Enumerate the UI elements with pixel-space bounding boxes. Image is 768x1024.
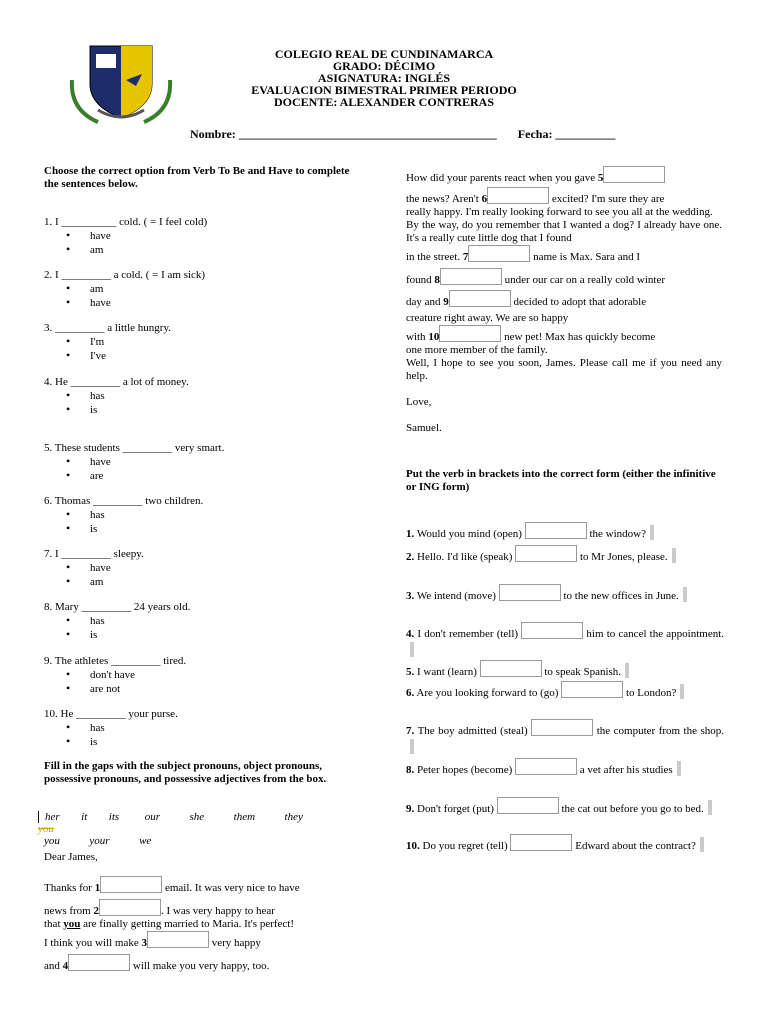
option-item[interactable]: • is bbox=[66, 404, 364, 418]
item-number: 7. bbox=[406, 725, 415, 737]
verb-item-6 bbox=[406, 681, 724, 701]
item-text-after: to London? bbox=[625, 687, 677, 699]
option-list bbox=[66, 230, 364, 257]
letter-text: with bbox=[406, 331, 426, 343]
letter-text: How did your parents react when you gave bbox=[406, 172, 596, 184]
letter-text: name is Max. Sara and I bbox=[533, 251, 640, 263]
question-7 bbox=[44, 548, 364, 589]
verb-answer-input[interactable] bbox=[561, 681, 623, 698]
scrollbar-marker bbox=[700, 837, 704, 852]
item-text-after: him to cancel the appointment. bbox=[586, 628, 725, 640]
verb-item-9 bbox=[406, 797, 724, 817]
word-it: it bbox=[81, 811, 88, 823]
letter-closing: Love, bbox=[406, 396, 432, 408]
verb-answer-input[interactable] bbox=[521, 622, 583, 639]
option-list bbox=[66, 615, 364, 642]
verb-answer-input[interactable] bbox=[499, 584, 561, 601]
blank-number: 4 bbox=[62, 960, 69, 972]
blank-number: 7 bbox=[462, 251, 469, 263]
word-them: them bbox=[233, 811, 256, 823]
letter-text: under our car on a really cold winter bbox=[504, 274, 666, 286]
letter-text: I think you will make bbox=[44, 937, 139, 949]
item-text: Peter hopes (become) bbox=[417, 764, 513, 776]
word-its: its bbox=[108, 811, 120, 823]
scrollbar-marker bbox=[625, 663, 629, 678]
letter-text: very happy bbox=[211, 937, 261, 949]
question-text: 6. Thomas _________ two children. bbox=[44, 495, 204, 507]
gap-5-input[interactable] bbox=[603, 166, 665, 183]
blank-number: 9 bbox=[443, 296, 449, 308]
date-field[interactable]: Fecha: __________ bbox=[517, 127, 616, 141]
scrollbar-marker bbox=[410, 739, 414, 754]
item-number: 2. bbox=[406, 551, 415, 563]
gap-6-input[interactable] bbox=[487, 187, 549, 204]
option-item[interactable]: • have bbox=[66, 562, 364, 576]
letter-text: found bbox=[406, 274, 432, 286]
item-text-after: Edward about the contract? bbox=[575, 840, 696, 852]
letter-text: Thanks for bbox=[44, 882, 92, 894]
item-text: Don't forget (put) bbox=[417, 803, 494, 815]
option-item[interactable]: • has bbox=[66, 509, 364, 523]
section3-instructions: Put the verb in brackets into the correct form (either the infinitive or ING form) bbox=[406, 468, 716, 493]
option-list bbox=[66, 283, 364, 310]
scrollbar-marker bbox=[672, 548, 676, 563]
verb-item-2 bbox=[406, 545, 724, 565]
question-10 bbox=[44, 708, 364, 749]
option-item[interactable]: • has bbox=[66, 390, 364, 404]
letter-text: that bbox=[44, 918, 61, 930]
question-text: 1. I __________ cold. ( = I feel cold) bbox=[44, 216, 208, 228]
item-text-after: the cat out before you go to bed. bbox=[561, 803, 704, 815]
blank-number: 8 bbox=[434, 274, 440, 286]
letter-text: Well, I hope to see you soon, James. Please call me if you need any help. bbox=[406, 357, 722, 382]
option-item[interactable]: • am bbox=[66, 283, 364, 297]
verb-answer-input[interactable] bbox=[525, 522, 587, 539]
question-6 bbox=[44, 495, 364, 536]
blank-number: 2 bbox=[93, 905, 99, 917]
scrollbar-marker bbox=[680, 684, 684, 699]
verb-answer-input[interactable] bbox=[531, 719, 593, 736]
verb-item-4 bbox=[406, 622, 724, 659]
section1-instructions: Choose the correct option from Verb To Be and Have to complete the sentences below. bbox=[44, 165, 350, 190]
letter-text: one more member of the family. bbox=[406, 344, 548, 356]
scrollbar-marker bbox=[677, 761, 681, 776]
option-item[interactable]: • is bbox=[66, 629, 364, 643]
option-item[interactable]: • has bbox=[66, 722, 364, 736]
verb-item-7 bbox=[406, 719, 724, 756]
letter-body-right bbox=[406, 166, 722, 435]
option-item[interactable]: • have bbox=[66, 230, 364, 244]
option-item[interactable]: • is bbox=[66, 736, 364, 750]
item-text-after: the window? bbox=[589, 528, 646, 540]
scrollbar-marker bbox=[410, 642, 414, 657]
item-text-after: to the new offices in June. bbox=[563, 590, 679, 602]
document-header bbox=[0, 48, 768, 108]
verb-item-8 bbox=[406, 758, 724, 778]
letter-text: creature right away. We are so happy bbox=[406, 312, 569, 324]
underlined-you: you bbox=[63, 918, 81, 930]
item-text-after: to speak Spanish. bbox=[544, 666, 622, 678]
verb-answer-input[interactable] bbox=[497, 797, 559, 814]
verb-answer-input[interactable] bbox=[510, 834, 572, 851]
question-text: 4. He _________ a lot of money. bbox=[44, 376, 189, 388]
letter-text: in the street. bbox=[406, 251, 461, 263]
blank-number: 5 bbox=[597, 172, 604, 184]
verb-answer-input[interactable] bbox=[480, 660, 542, 677]
option-item[interactable]: • is bbox=[66, 523, 364, 537]
school-name: COLEGIO REAL DE CUNDINAMARCA bbox=[274, 47, 494, 61]
item-text: I don't remember (tell) bbox=[417, 628, 519, 640]
teacher-line: DOCENTE: ALEXANDER CONTRERAS bbox=[273, 95, 495, 109]
item-number: 6. bbox=[406, 687, 415, 699]
gap-1-input[interactable] bbox=[100, 876, 162, 893]
word-you: you bbox=[44, 835, 60, 847]
name-date-line bbox=[190, 127, 615, 142]
verb-item-1 bbox=[406, 522, 724, 542]
gap-4-input[interactable] bbox=[68, 954, 130, 971]
option-list bbox=[66, 669, 364, 696]
question-5 bbox=[44, 442, 364, 483]
item-text: Are you looking forward to (go) bbox=[416, 687, 559, 699]
option-item[interactable]: • are not bbox=[66, 683, 364, 697]
question-2 bbox=[44, 269, 364, 310]
item-text-after: a vet after his studies bbox=[579, 764, 673, 776]
item-text: Hello. I'd like (speak) bbox=[417, 551, 513, 563]
item-number: 10. bbox=[406, 840, 420, 852]
word-she: she bbox=[189, 811, 205, 823]
question-9 bbox=[44, 655, 364, 696]
letter-text: decided to adopt that adorable bbox=[513, 296, 647, 308]
item-text: I want (learn) bbox=[417, 666, 477, 678]
option-item[interactable]: • am bbox=[66, 244, 364, 258]
item-number: 5. bbox=[406, 666, 415, 678]
question-8 bbox=[44, 601, 364, 642]
option-item[interactable]: • am bbox=[66, 576, 364, 590]
item-number: 4. bbox=[406, 628, 415, 640]
verb-item-10 bbox=[406, 834, 724, 854]
word-her: her bbox=[45, 811, 60, 823]
blank-number: 1 bbox=[94, 882, 101, 894]
letter-text: the news? Aren't bbox=[406, 193, 479, 205]
option-item[interactable]: • has bbox=[66, 615, 364, 629]
item-text: The boy admitted (steal) bbox=[417, 725, 528, 737]
gap-3-input[interactable] bbox=[147, 931, 209, 948]
question-text: 3. _________ a little hungry. bbox=[44, 322, 171, 334]
letter-text: By the way, do you remember that I wanted a dog? I already have one. It's a really cute little dog that I found bbox=[406, 219, 722, 244]
verb-item-3 bbox=[406, 584, 724, 604]
option-list bbox=[66, 336, 364, 363]
question-4 bbox=[44, 376, 364, 417]
word-your: your bbox=[89, 835, 110, 847]
option-item[interactable]: • have bbox=[66, 297, 364, 311]
word-our: our bbox=[144, 811, 160, 823]
letter-text: . I was very happy to hear bbox=[161, 905, 275, 917]
question-text: 10. He _________ your purse. bbox=[44, 708, 178, 720]
blank-number: 10 bbox=[428, 331, 440, 343]
verb-answer-input[interactable] bbox=[515, 545, 577, 562]
section2-instructions: Fill in the gaps with the subject pronouns, object pronouns, possessive pronouns, and possessive adjectives from the box. bbox=[44, 760, 327, 785]
option-item[interactable]: • I'm bbox=[66, 336, 364, 350]
scrollbar-marker bbox=[683, 587, 687, 602]
blank-number: 6 bbox=[481, 193, 488, 205]
scrollbar-marker bbox=[650, 525, 654, 540]
section-verb-to-be bbox=[44, 165, 364, 191]
item-number: 9. bbox=[406, 803, 415, 815]
grade-line: GRADO: DÉCIMO bbox=[332, 59, 436, 73]
subject-line: ASIGNATURA: INGLÉS bbox=[317, 71, 451, 85]
word-they: they bbox=[284, 811, 303, 823]
item-text: Would you mind (open) bbox=[416, 528, 522, 540]
item-text: Do you regret (tell) bbox=[422, 840, 508, 852]
question-text: 8. Mary _________ 24 years old. bbox=[44, 601, 191, 613]
item-number: 3. bbox=[406, 590, 415, 602]
scrollbar-marker bbox=[708, 800, 712, 815]
option-list bbox=[66, 509, 364, 536]
gap-2-input[interactable] bbox=[99, 899, 161, 916]
letter-body-left bbox=[44, 876, 362, 977]
question-text: 9. The athletes _________ tired. bbox=[44, 655, 187, 667]
letter-text: excited? I'm sure they are bbox=[551, 193, 665, 205]
option-list bbox=[66, 562, 364, 589]
item-number: 8. bbox=[406, 764, 415, 776]
gap-8-input[interactable] bbox=[440, 268, 502, 285]
item-number: 1. bbox=[406, 528, 415, 540]
option-list bbox=[66, 722, 364, 749]
option-list bbox=[66, 390, 364, 417]
question-text: 7. I _________ sleepy. bbox=[44, 548, 144, 560]
letter-text: and bbox=[44, 960, 60, 972]
letter-text: new pet! Max has quickly become bbox=[504, 331, 656, 343]
letter-text: news from bbox=[44, 905, 91, 917]
item-text-after: the computer from the shop. bbox=[596, 725, 725, 737]
word-you-crossed: you bbox=[38, 823, 54, 835]
blank-number: 3 bbox=[141, 937, 147, 949]
letter-signature: Samuel. bbox=[406, 422, 442, 434]
verb-item-5 bbox=[406, 660, 724, 680]
option-item[interactable]: • have bbox=[66, 456, 364, 470]
letter-greeting: Dear James, bbox=[44, 851, 98, 863]
option-item[interactable]: • are bbox=[66, 470, 364, 484]
word-box bbox=[38, 811, 338, 847]
gap-7-input[interactable] bbox=[468, 245, 530, 262]
gap-9-input[interactable] bbox=[449, 290, 511, 307]
question-1 bbox=[44, 216, 364, 257]
item-text: We intend (move) bbox=[416, 590, 496, 602]
question-text: 5. These students _________ very smart. bbox=[44, 442, 225, 454]
gap-10-input[interactable] bbox=[439, 325, 501, 342]
letter-text: really happy. I'm really looking forward to see you all at the wedding. bbox=[406, 206, 713, 218]
letter-text: email. It was very nice to have bbox=[164, 882, 300, 894]
question-3 bbox=[44, 322, 364, 363]
question-text: 2. I _________ a cold. ( = I am sick) bbox=[44, 269, 206, 281]
item-text-after: to Mr Jones, please. bbox=[579, 551, 668, 563]
letter-text: will make you very happy, too. bbox=[132, 960, 270, 972]
verb-answer-input[interactable] bbox=[515, 758, 577, 775]
evaluation-line: EVALUACION BIMESTRAL PRIMER PERIODO bbox=[251, 83, 517, 97]
letter-text: day and bbox=[406, 296, 441, 308]
word-we: we bbox=[139, 835, 152, 847]
name-field[interactable]: Nombre: ___________________________________________ bbox=[190, 127, 497, 141]
option-list bbox=[66, 456, 364, 483]
option-item[interactable]: • I've bbox=[66, 350, 364, 364]
letter-text: are finally getting married to Maria. It's perfect! bbox=[83, 918, 295, 930]
option-item[interactable]: • don't have bbox=[66, 669, 364, 683]
